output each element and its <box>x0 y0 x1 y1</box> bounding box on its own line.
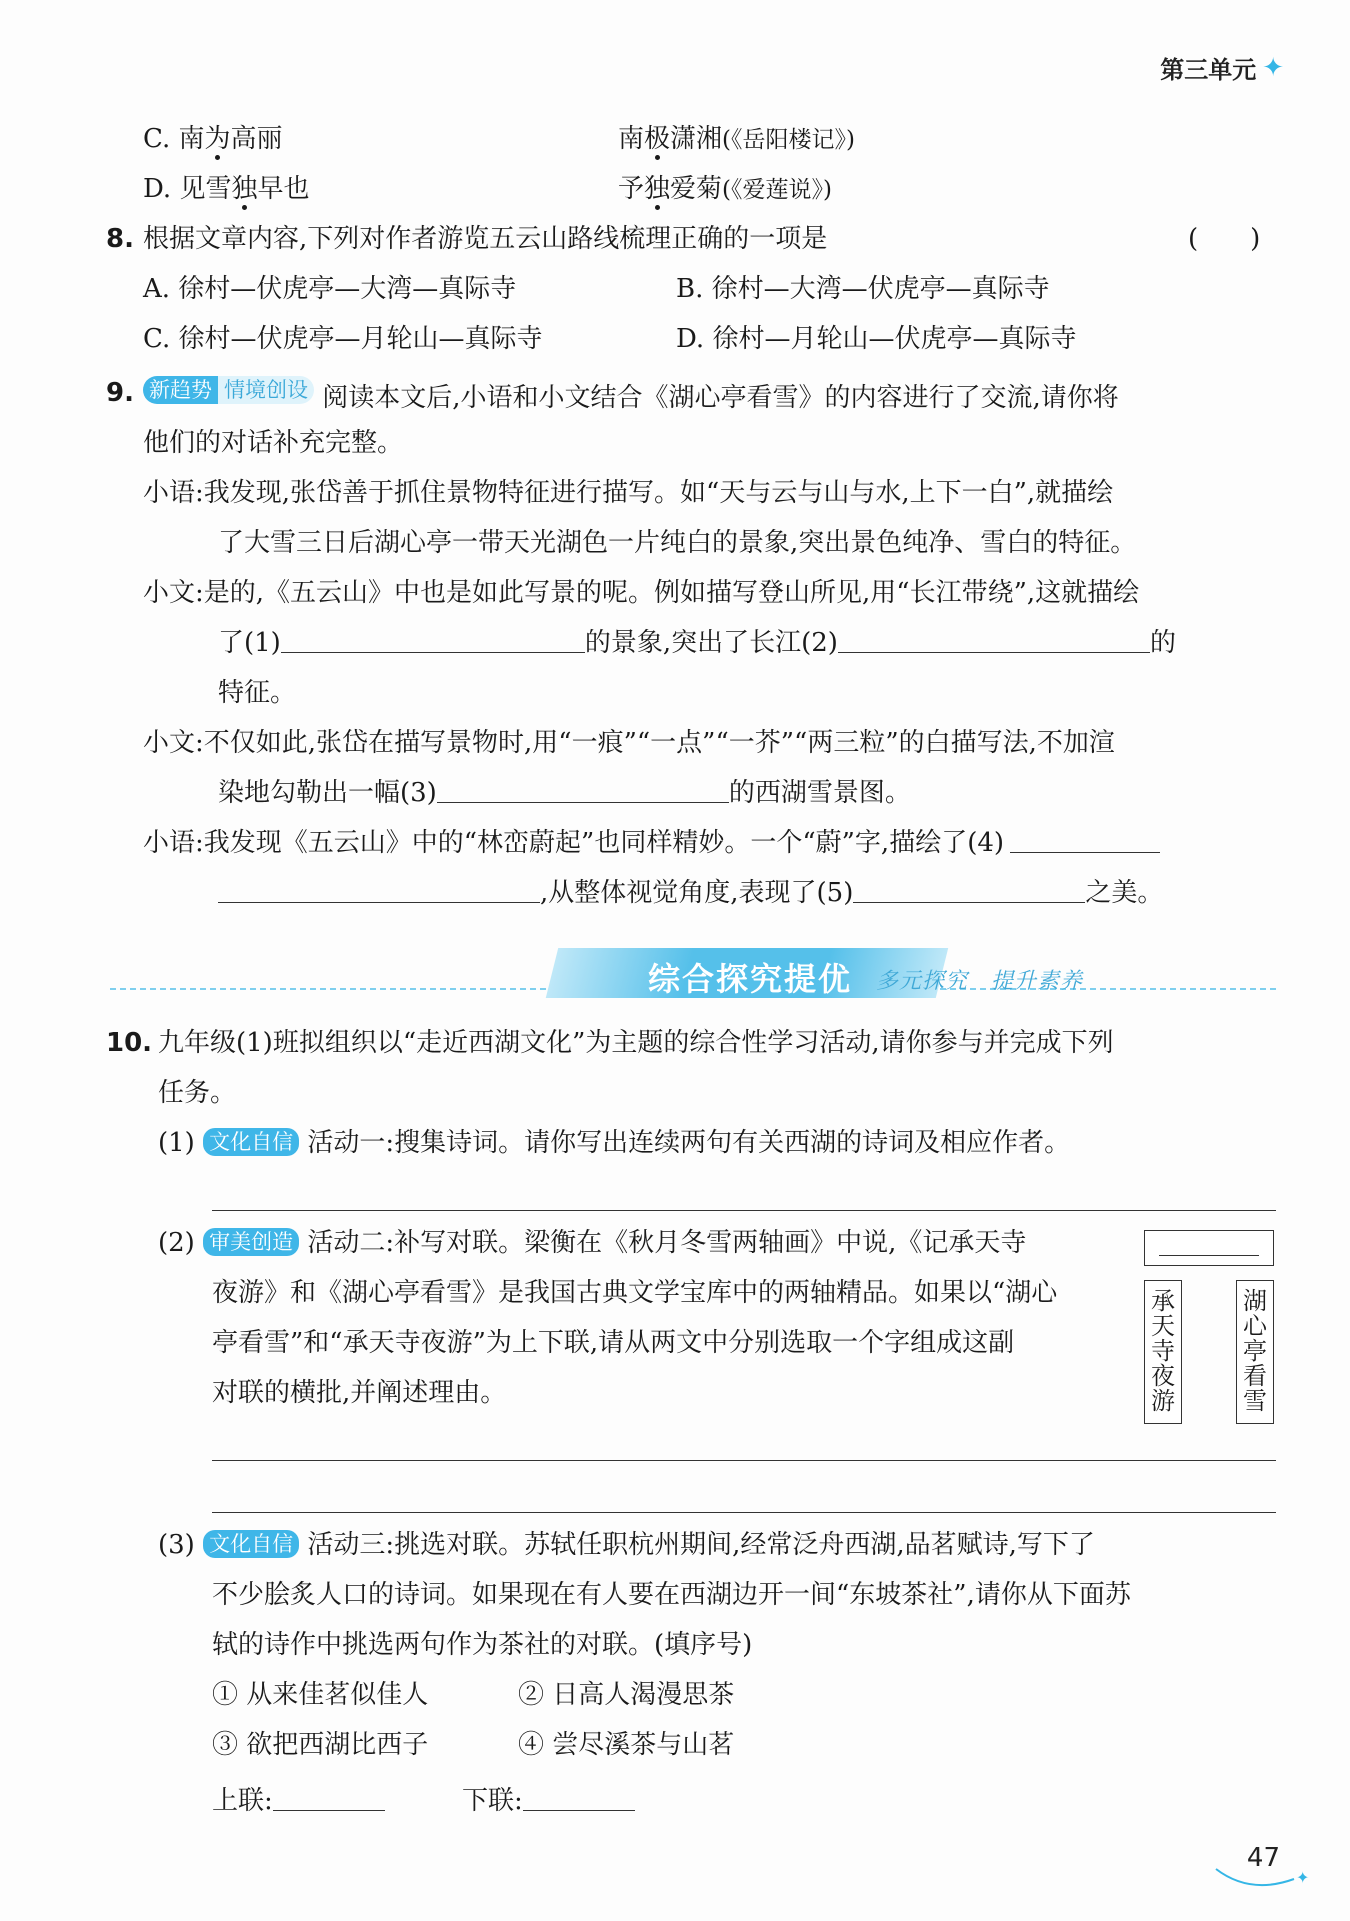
q10-lower-couplet: 下联: <box>462 1784 635 1818</box>
upper-couplet-blank[interactable] <box>273 1784 385 1811</box>
svg-text:✦: ✦ <box>1296 1868 1310 1887</box>
section-subtitle: 多元探究 提升素养 <box>876 969 1084 994</box>
q8-option-c[interactable]: C. 徐村—伏虎亭—月轮山—真际寺 <box>143 324 543 354</box>
section-title: 综合探究提优 <box>647 960 852 998</box>
couplet-right-scroll <box>1236 1280 1274 1424</box>
q9-blank-4b[interactable] <box>218 876 540 903</box>
couplet-right-text: 湖心亭看雪 <box>1243 1287 1267 1415</box>
q9-dialog-2c: 特征。 <box>218 678 297 708</box>
q10-sub1-answer-line[interactable] <box>212 1210 1276 1211</box>
q8-number: 8. <box>106 224 134 254</box>
q10-choice-2: ② 日高人渴漫思茶 <box>518 1680 735 1710</box>
q7-option-c-left: C. 南为高丽 <box>143 124 283 154</box>
q10-sub1-tag: 文化自信 <box>203 1128 299 1156</box>
q10-sub2-line2: 夜游》和《湖心亭看雪》是我国古典文学宝库中的两轴精品。如果以“湖心 <box>212 1278 1058 1308</box>
couplet-horizontal-blank[interactable] <box>1159 1255 1259 1256</box>
q9-dialog-2b: 了(1) 的景象,突出了长江(2) 的 <box>218 628 1176 658</box>
q9-blank-3[interactable] <box>437 776 729 803</box>
q10-number: 10. <box>106 1028 153 1058</box>
q10-sub2-answer-line-1[interactable] <box>212 1460 1276 1461</box>
q8-stem: 根据文章内容,下列对作者游览五云山路线梳理正确的一项是 <box>143 224 828 254</box>
q8-answer-paren[interactable]: ( ) <box>1188 224 1261 254</box>
q9-stem-line2: 他们的对话补充完整。 <box>143 428 404 458</box>
couplet-left-scroll <box>1144 1280 1182 1424</box>
section-banner <box>110 948 1276 1004</box>
q10-stem-line2: 任务。 <box>158 1078 237 1108</box>
q10-sub3-line1: (3) 文化自信 活动三:挑选对联。苏轼任职杭州期间,经常泛舟西湖,品茗赋诗,写下了 <box>158 1530 1095 1560</box>
q10-sub2-line4: 对联的横批,并阐述理由。 <box>212 1378 507 1408</box>
q9-trend-tag: 新趋势 情境创设 <box>143 376 314 404</box>
page-number: 47 <box>1246 1843 1280 1873</box>
q10-sub2-tag: 审美创造 <box>203 1228 299 1256</box>
q9-blank-5[interactable] <box>853 876 1085 903</box>
q10-choice-3: ③ 欲把西湖比西子 <box>212 1730 429 1760</box>
lower-couplet-blank[interactable] <box>523 1784 635 1811</box>
q9-blank-4a[interactable] <box>1010 826 1160 853</box>
q9-stem-line1: 新趋势 情境创设 阅读本文后,小语和小文结合《湖心亭看雪》的内容进行了交流,请你将 <box>143 376 1119 415</box>
q7-option-c-right: 南极潇湘(《岳阳楼记》) <box>618 124 855 154</box>
q10-sub3-tag: 文化自信 <box>203 1530 299 1558</box>
q10-sub2-answer-line-2[interactable] <box>212 1512 1276 1513</box>
q10-sub2-line1: (2) 审美创造 活动二:补写对联。梁衡在《秋月冬雪两轴画》中说,《记承天寺 <box>158 1228 1027 1258</box>
q9-dialog-4b: ,从整体视觉角度,表现了(5) 之美。 <box>218 876 1163 910</box>
q10-sub3-line2: 不少脍炙人口的诗词。如果现在有人要在西湖边开一间“东坡茶社”,请你从下面苏 <box>212 1580 1131 1610</box>
q9-blank-2[interactable] <box>838 626 1150 653</box>
q8-option-a[interactable]: A. 徐村—伏虎亭—大湾—真际寺 <box>143 274 517 304</box>
q10-upper-couplet: 上联: <box>212 1784 385 1818</box>
q9-dialog-3b: 染地勾勒出一幅(3) 的西湖雪景图。 <box>218 778 911 808</box>
q10-sub3-line3: 轼的诗作中挑选两句作为茶社的对联。(填序号) <box>212 1630 753 1660</box>
q9-dialog-3a: 小文:不仅如此,张岱在描写景物时,用“一痕”“一点”“一芥”“两三粒”的白描写法,不加渲 <box>143 728 1115 758</box>
q10-sub1: (1) 文化自信 活动一:搜集诗词。请你写出连续两句有关西湖的诗词及相应作者。 <box>158 1128 1071 1158</box>
couplet-left-text: 承天寺夜游 <box>1151 1287 1175 1415</box>
unit-title: 第三单元 <box>1160 56 1257 84</box>
q10-choice-4: ④ 尝尽溪茶与山茗 <box>518 1730 735 1760</box>
q10-sub2-line3: 亭看雪”和“承天寺夜游”为上下联,请从两文中分别选取一个字组成这副 <box>212 1328 1015 1358</box>
unit-header <box>1160 50 1284 85</box>
q9-dialog-1b: 了大雪三日后湖心亭一带天光湖色一片纯白的景象,突出景色纯净、雪白的特征。 <box>218 528 1137 558</box>
q9-blank-1[interactable] <box>281 626 585 653</box>
q7-option-d-right: 予独爱菊(《爱莲说》) <box>618 174 832 204</box>
q10-choice-1: ① 从来佳茗似佳人 <box>212 1680 429 1710</box>
sparkle-icon: ✦ <box>1262 52 1284 83</box>
couplet-horizontal-scroll <box>1144 1230 1274 1266</box>
q10-stem-line1: 九年级(1)班拟组织以“走近西湖文化”为主题的综合性学习活动,请你参与并完成下列 <box>158 1028 1114 1058</box>
q9-dialog-2a: 小文:是的,《五云山》中也是如此写景的呢。例如描写登山所见,用“长江带绕”,这就描绘 <box>143 578 1140 608</box>
q7-option-d-left: D. 见雪独早也 <box>143 174 310 204</box>
q9-dialog-4a: 小语:我发现《五云山》中的“林峦蔚起”也同样精妙。一个“蔚”字,描绘了(4) <box>143 826 1160 860</box>
q8-option-b[interactable]: B. 徐村—大湾—伏虎亭—真际寺 <box>676 274 1050 304</box>
q9-dialog-1a: 小语:我发现,张岱善于抓住景物特征进行描写。如“天与云与山与水,上下一白”,就描绘 <box>143 478 1114 508</box>
q8-option-d[interactable]: D. 徐村—月轮山—伏虎亭—真际寺 <box>676 324 1077 354</box>
q9-number: 9. <box>106 378 134 408</box>
